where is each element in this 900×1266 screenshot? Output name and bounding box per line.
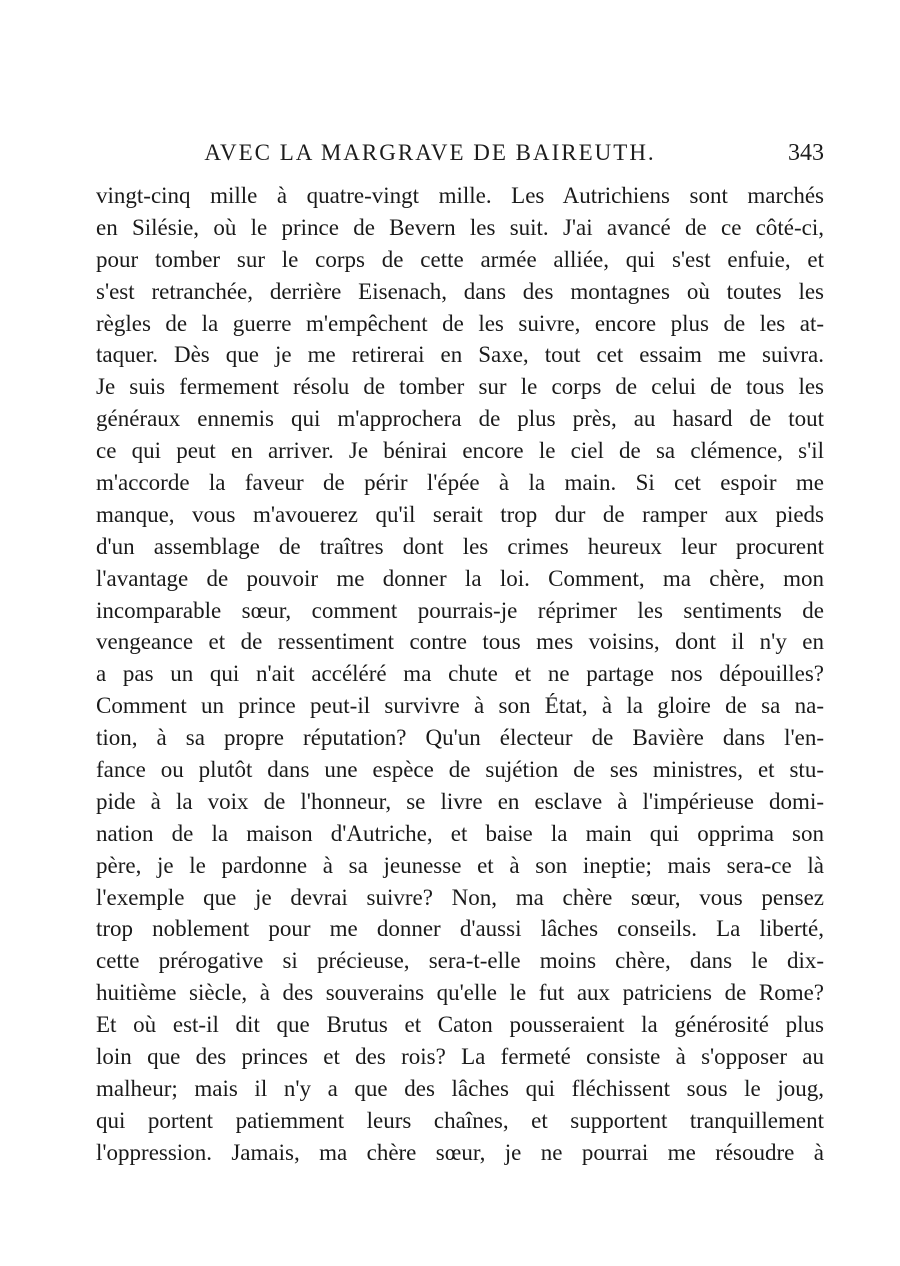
text-line: pide à la voix de l'honneur, se livre en esclave à l'impérieuse domi- bbox=[96, 788, 824, 814]
text-line: s'est retranchée, derrière Eisenach, dans des montagnes où toutes les bbox=[96, 278, 824, 304]
text-line: Je suis fermement résolu de tomber sur le corps de celui de tous les bbox=[96, 374, 824, 400]
text-line: règles de la guerre m'empêchent de les suivre, encore plus de les at- bbox=[96, 310, 824, 336]
text-line: l'exemple que je devrai suivre? Non, ma chère sœur, vous pensez bbox=[96, 884, 824, 910]
text-line: l'oppression. Jamais, ma chère sœur, je ne pourrai me résoudre à bbox=[96, 1139, 824, 1165]
text-line: huitième siècle, à des souverains qu'elle le fut aux patriciens de Rome? bbox=[96, 980, 824, 1006]
text-line: trop noblement pour me donner d'aussi lâches conseils. La liberté, bbox=[96, 916, 824, 942]
text-line: m'accorde la faveur de périr l'épée à la main. Si cet espoir me bbox=[96, 470, 824, 496]
text-line: incomparable sœur, comment pourrais-je réprimer les sentiments de bbox=[96, 597, 824, 623]
text-line: qui portent patiemment leurs chaînes, et supportent tranquillement bbox=[96, 1107, 824, 1133]
body-text bbox=[96, 180, 824, 1169]
running-title: AVEC LA MARGRAVE DE BAIREUTH. bbox=[204, 140, 656, 165]
text-line: père, je le pardonne à sa jeunesse et à son ineptie; mais sera-ce là bbox=[96, 852, 824, 878]
text-line: taquer. Dès que je me retirerai en Saxe, tout cet essaim me suivra. bbox=[96, 342, 824, 368]
text-line: cette prérogative si précieuse, sera-t-elle moins chère, dans le dix- bbox=[96, 948, 824, 974]
text-line: d'un assemblage de traîtres dont les crimes heureux leur procurent bbox=[96, 533, 824, 559]
page-number: 343 bbox=[788, 140, 824, 166]
text-line: tion, à sa propre réputation? Qu'un électeur de Bavière dans l'en- bbox=[96, 725, 824, 751]
text-line: vingt-cinq mille à quatre-vingt mille. Les Autrichiens sont marchés bbox=[96, 183, 824, 208]
text-line: manque, vous m'avouerez qu'il serait trop dur de ramper aux pieds bbox=[96, 501, 824, 527]
text-line: l'avantage de pouvoir me donner la loi. Comment, ma chère, mon bbox=[96, 565, 824, 591]
text-line: fance ou plutôt dans une espèce de sujétion de ses ministres, et stu- bbox=[96, 757, 824, 783]
text-line: loin que des princes et des rois? La fermeté consiste à s'opposer au bbox=[96, 1044, 824, 1070]
text-line: Et où est-il dit que Brutus et Caton pousseraient la générosité plus bbox=[96, 1012, 824, 1038]
text-line: vengeance et de ressentiment contre tous mes voisins, dont il n'y en bbox=[96, 629, 824, 655]
text-line: généraux ennemis qui m'approchera de plus près, au hasard de tout bbox=[96, 406, 824, 432]
text-line: a pas un qui n'ait accéléré ma chute et ne partage nos dépouilles? bbox=[96, 661, 824, 687]
text-line: Comment un prince peut-il survivre à son État, à la gloire de sa na- bbox=[96, 693, 824, 719]
text-line: ce qui peut en arriver. Je bénirai encore le ciel de sa clémence, s'il bbox=[96, 438, 824, 464]
text-line: nation de la maison d'Autriche, et baise la main qui opprima son bbox=[96, 820, 824, 846]
text-line: pour tomber sur le corps de cette armée alliée, qui s'est enfuie, et bbox=[96, 246, 824, 272]
running-head bbox=[96, 136, 824, 170]
text-line: en Silésie, où le prince de Bevern les suit. J'ai avancé de ce côté-ci, bbox=[96, 214, 824, 240]
text-line: malheur; mais il n'y a que des lâches qui fléchissent sous le joug, bbox=[96, 1075, 824, 1101]
